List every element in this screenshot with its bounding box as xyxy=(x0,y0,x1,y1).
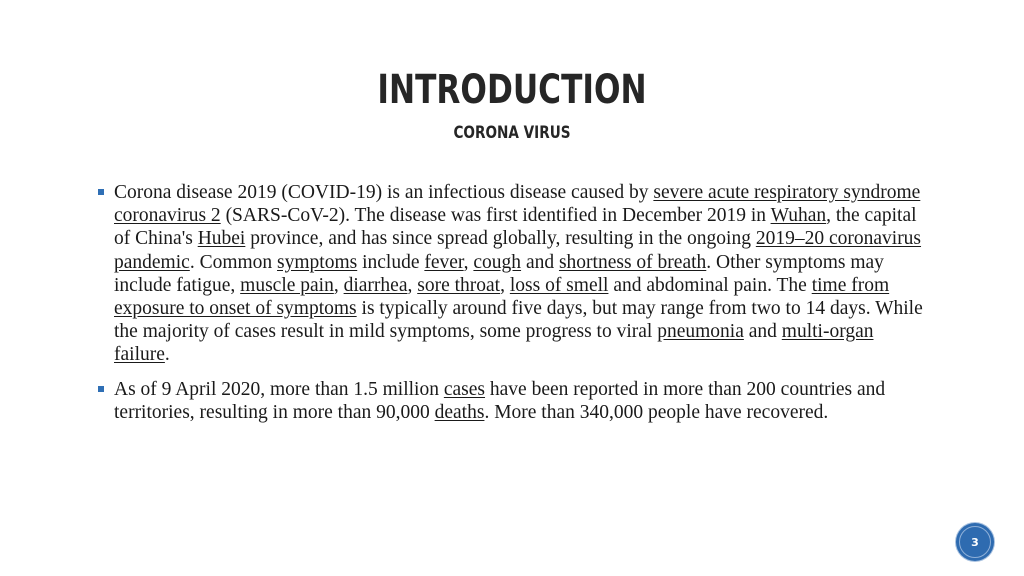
square-bullet-icon xyxy=(98,386,104,392)
bullet-text: and abdominal pain. The xyxy=(608,274,812,296)
slide-subtitle: CORONA VIRUS xyxy=(453,123,571,143)
hyperlink[interactable]: cases xyxy=(443,378,486,400)
hyperlink[interactable]: shortness of breath xyxy=(558,251,707,273)
hyperlink[interactable]: multi-organ failure xyxy=(114,321,874,366)
hyperlink[interactable]: cough xyxy=(473,251,522,273)
bullet-text: is typically around five days, but may range from two to 14 days. While the majority of cases result in mild symptoms, some progress to viral xyxy=(114,298,923,343)
bullet-list xyxy=(96,181,926,435)
hyperlink[interactable]: 2019–20 coronavirus pandemic xyxy=(114,228,922,273)
hyperlink[interactable]: symptoms xyxy=(277,251,358,273)
hyperlink[interactable]: deaths xyxy=(434,401,485,423)
bullet-text: and xyxy=(521,251,559,273)
bullet-text: . More than 340,000 people have recovered. xyxy=(484,401,829,423)
bullet-item xyxy=(96,181,926,367)
bullet-text: have been reported in more than 200 countries and territories, resulting in more than 90,000 xyxy=(114,378,886,423)
bullet-text: Corona disease 2019 (COVID-19) is an infectious disease caused by xyxy=(114,182,654,203)
bullet-text: and xyxy=(743,321,782,343)
bullet-text: province, and has since spread globally, resulting in the ongoing xyxy=(245,228,756,250)
hyperlink[interactable]: loss of smell xyxy=(509,274,609,296)
hyperlink[interactable]: time from exposure to onset of symptoms xyxy=(114,274,890,320)
bullet-text: , xyxy=(333,274,344,296)
bullet-text: . Common xyxy=(189,251,278,273)
bullet-text: , xyxy=(463,251,474,273)
square-bullet-icon xyxy=(98,189,104,195)
bullet-text: As of 9 April 2020, more than 1.5 million xyxy=(114,378,444,400)
hyperlink[interactable]: sore throat xyxy=(417,274,501,296)
hyperlink[interactable]: pneumonia xyxy=(657,321,744,343)
bullet-text: , xyxy=(500,274,510,296)
hyperlink[interactable]: Hubei xyxy=(197,228,246,250)
slide-title: INTRODUCTION xyxy=(377,67,647,113)
hyperlink[interactable]: fever xyxy=(424,251,464,273)
page-number-badge xyxy=(956,523,994,561)
bullet-text: , the capital of China's xyxy=(114,205,917,250)
hyperlink[interactable]: Wuhan xyxy=(770,205,827,227)
hyperlink[interactable]: diarrhea xyxy=(343,274,408,296)
hyperlink[interactable]: muscle pain xyxy=(240,274,334,296)
bullet-item xyxy=(96,378,926,424)
bullet-text: , xyxy=(407,274,418,296)
page-number: 3 xyxy=(959,526,991,558)
bullet-text: . xyxy=(164,344,170,366)
bullet-text: (SARS-CoV-2). The disease was first identified in December 2019 in xyxy=(220,205,771,227)
bullet-text: . Other symptoms may include fatigue, xyxy=(114,251,884,296)
bullet-text: include xyxy=(357,251,425,273)
hyperlink[interactable]: severe acute respiratory syndrome coronavirus 2 xyxy=(114,182,921,227)
